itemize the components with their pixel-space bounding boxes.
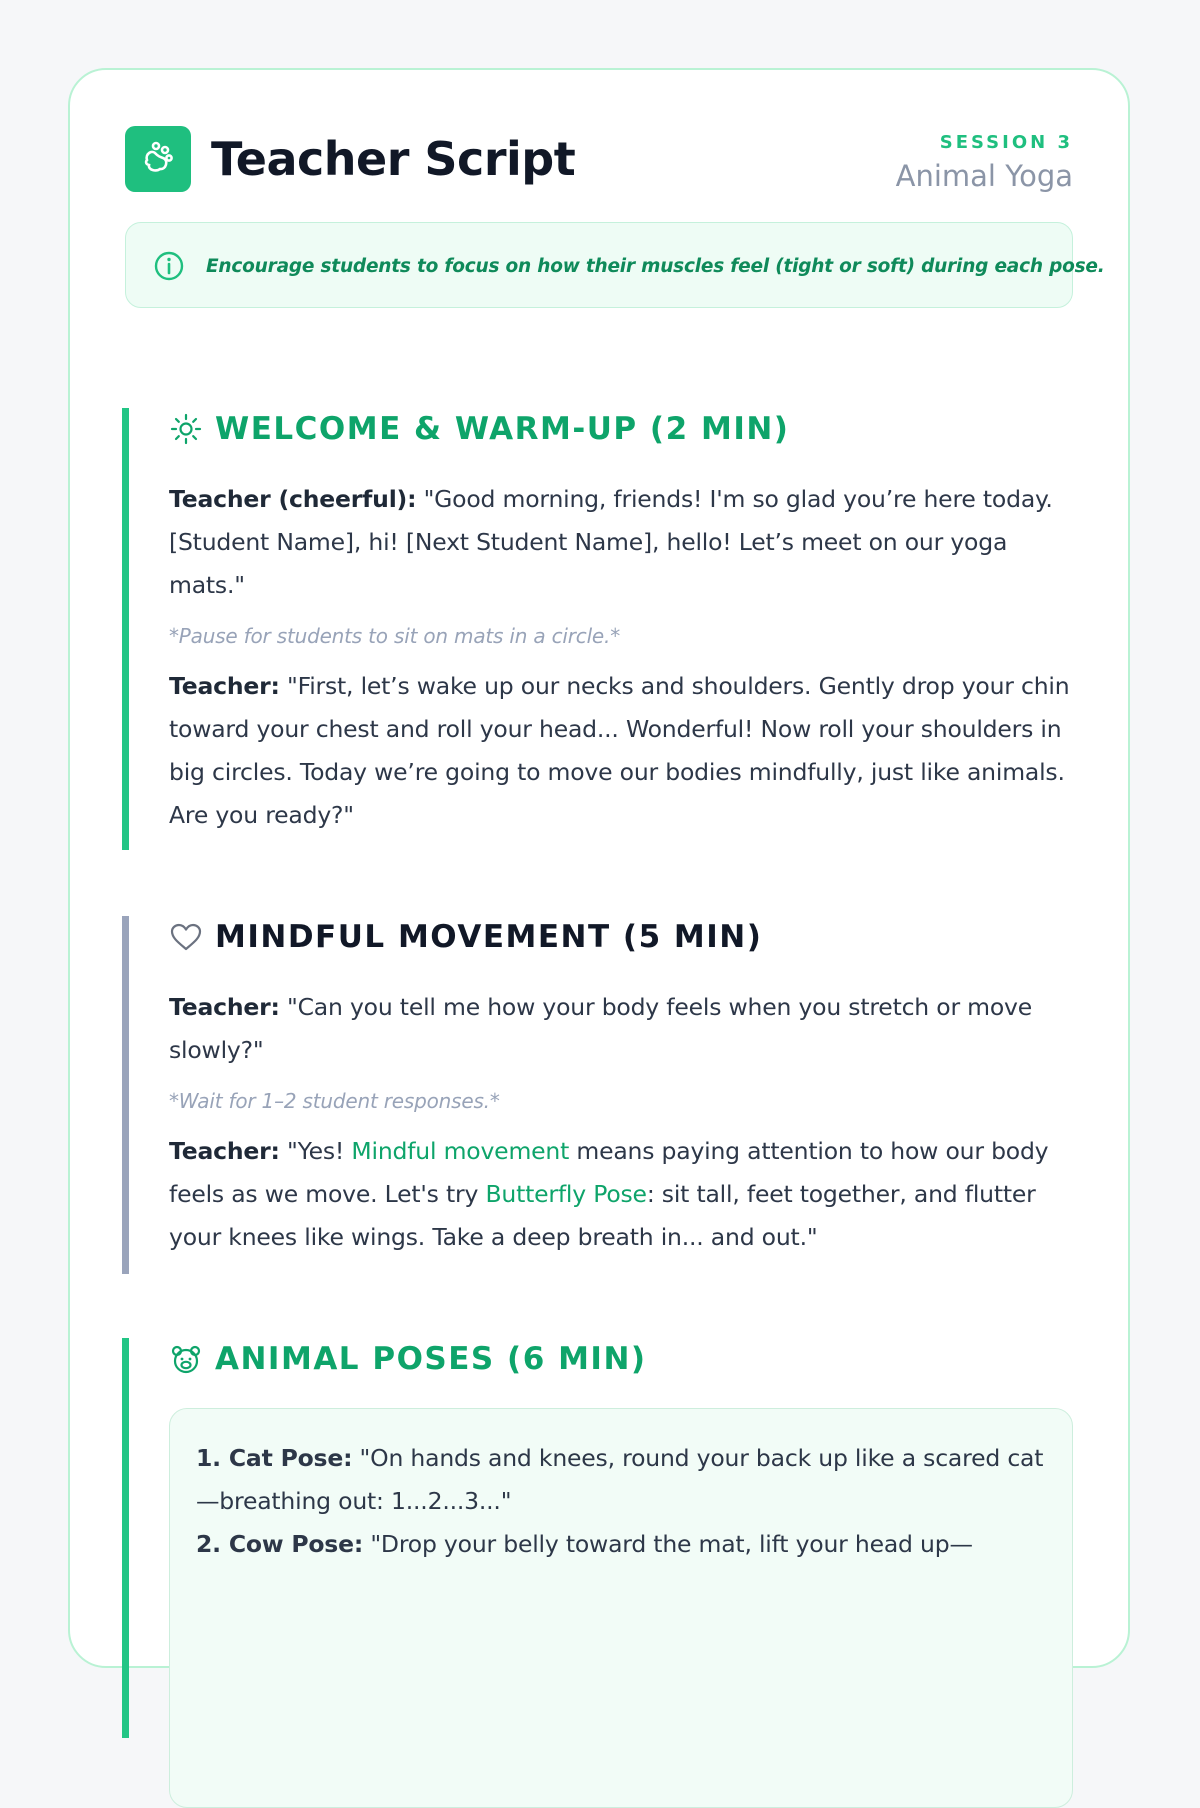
pose-item (196, 1523, 1046, 1566)
section-animal-poses (122, 1338, 1073, 1738)
speaker-label: Teacher: (169, 672, 280, 700)
header (125, 126, 1073, 196)
speaker-label: Teacher: (169, 1137, 280, 1165)
session-info (896, 132, 1073, 196)
pose-label: 2. Cow Pose: (196, 1530, 364, 1558)
script-line (169, 665, 1073, 837)
notice-text: Encourage students to focus on how their muscles feel (tight or soft) during each pose. (206, 255, 1105, 277)
section-header (169, 1338, 1073, 1380)
paw-icon (125, 126, 191, 192)
script-line (169, 478, 1073, 607)
key-term: Mindful movement (351, 1137, 570, 1165)
sun-icon (169, 412, 203, 446)
session-name: Animal Yoga (895, 159, 1073, 193)
pose-item (196, 1437, 1046, 1523)
tip-notice (125, 222, 1105, 308)
section-title: WELCOME & WARM-UP (2 MIN) (215, 411, 790, 447)
heart-icon (169, 920, 203, 954)
section-mindful-movement (122, 916, 1073, 1274)
pose-list (169, 1408, 1073, 1808)
dialogue-text: : sit tall, feet together, and flutter your knees like wings. Take a deep breath in... and out." (169, 1180, 1036, 1251)
speaker-label: Teacher: (169, 993, 280, 1021)
pose-label: 1. Cat Pose: (196, 1444, 353, 1472)
stage-direction: *Pause for students to sit on mats in a circle.* (169, 624, 620, 648)
page-title: Teacher Script (211, 132, 576, 186)
pose-text: "On hands and knees, round your back up like a scared cat—breathing out: 1...2...3..." (196, 1444, 1044, 1515)
dialogue-text: "Can you tell me how your body feels when you stretch or move slowly?" (169, 993, 1033, 1064)
key-term: Butterfly Pose (485, 1180, 647, 1208)
bear-icon (169, 1342, 203, 1376)
section-welcome (122, 408, 1073, 850)
stage-direction: *Wait for 1–2 student responses.* (169, 1089, 500, 1113)
dialogue-text: "Yes! (279, 1137, 352, 1165)
pose-text: "Drop your belly toward the mat, lift your head up— (363, 1530, 973, 1558)
script-card (68, 68, 1130, 1668)
dialogue-text: "First, let’s wake up our necks and shoulders. Gently drop your chin toward your chest and roll your head... Wonderful! Now roll your shoulders in big circles. Today we’re going to move our bodies mindfully, just like animals. Are you ready?" (169, 672, 1070, 829)
speaker-label: Teacher (cheerful): (169, 485, 417, 513)
dialogue-text: "Good morning, friends! I'm so glad you’re here today. [Student Name], hi! [Next Student Name], hello! Let’s meet on our yoga mats." (169, 485, 1053, 599)
section-title: ANIMAL POSES (6 MIN) (215, 1341, 647, 1377)
script-line (169, 986, 1073, 1072)
dialogue-text: means paying attention to how our body feels as we move. Let's try (169, 1137, 1049, 1208)
section-header (169, 916, 1073, 958)
section-title: MINDFUL MOVEMENT (5 MIN) (215, 919, 763, 955)
script-line (169, 1130, 1073, 1259)
session-label: SESSION 3 (939, 132, 1073, 153)
info-icon (154, 251, 184, 281)
section-header (169, 408, 1073, 450)
